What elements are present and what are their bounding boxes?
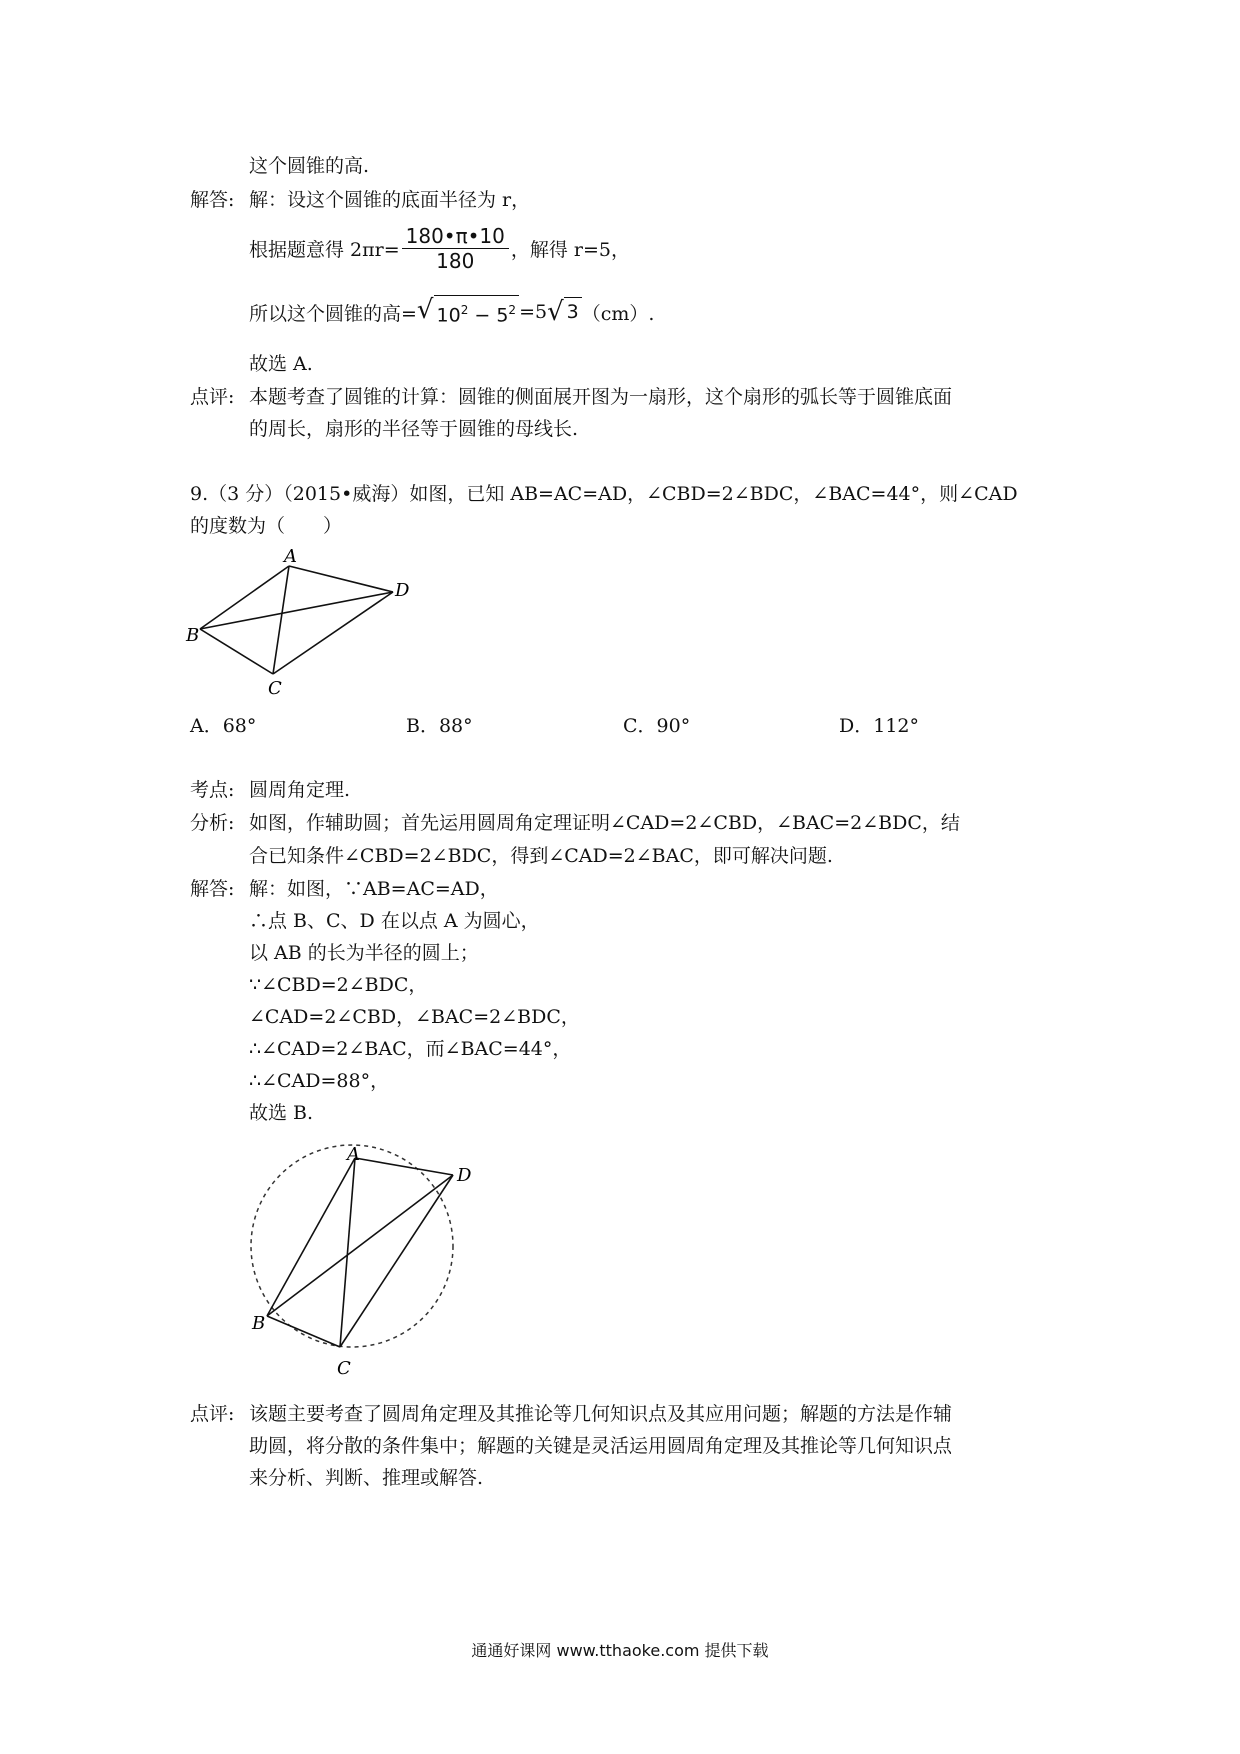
sqrt-3 xyxy=(547,297,582,327)
comment-line: 助圆，将分散的条件集中；解题的关键是灵活运用圆周角定理及其推论等几何知识点 xyxy=(249,1435,953,1457)
analysis-line-1: 如图，作辅助圆；首先运用圆周角定理证明∠CAD=2∠CBD，∠BAC=2∠BDC，结 xyxy=(249,812,960,834)
solution-answer-label: 解答: xyxy=(190,878,235,900)
segment-ab xyxy=(200,566,289,629)
answer-line-3-eq: =5 xyxy=(519,301,548,323)
analysis-label: 分析: xyxy=(190,812,235,834)
segment-ac xyxy=(340,1158,355,1347)
question-9-stem-1: 9.（3 分）（2015•威海）如图，已知 AB=AC=AD，∠CBD=2∠BDC，∠BAC=44°，则∠CAD xyxy=(190,483,1018,505)
segment-bd xyxy=(267,1175,453,1316)
solution-comment xyxy=(249,1398,952,1494)
label-a: A xyxy=(347,1144,360,1165)
answer-line-3 xyxy=(249,294,654,330)
answer-line-3-pre: 所以这个圆锥的高= xyxy=(249,302,417,325)
option-c: C．90° xyxy=(623,715,691,737)
label-a: A xyxy=(284,548,297,567)
label-c: C xyxy=(337,1358,351,1378)
answer-line-1: 解：设这个圆锥的底面半径为 r， xyxy=(249,189,531,211)
radicand-a: 10 xyxy=(436,304,461,327)
option-a: A．68° xyxy=(190,715,257,737)
auxiliary-circle xyxy=(251,1145,453,1347)
label-d: D xyxy=(457,1165,472,1186)
fraction-denominator: 180 xyxy=(436,248,475,273)
answer-step: ∴∠CAD=2∠BAC，而∠BAC=44°， xyxy=(249,1038,572,1060)
solution-9-figure xyxy=(240,1138,480,1378)
comment-line: 来分析、判断、推理或解答. xyxy=(249,1467,484,1489)
answer-step: ∴点 B、C、D 在以点 A 为圆心， xyxy=(249,910,540,932)
label-b: B xyxy=(252,1313,266,1334)
page-footer: 通通好课网 www.tthaoke.com 提供下载 xyxy=(471,1641,769,1660)
label-d: D xyxy=(395,580,410,601)
segment-ad xyxy=(289,566,393,592)
analysis-tail: 这个圆锥的高. xyxy=(249,155,370,177)
radical-sign: √ xyxy=(547,297,564,327)
point-label: 考点: xyxy=(190,779,235,801)
sqrt-expression xyxy=(417,295,519,328)
fraction-numerator: 180•π•10 xyxy=(402,224,509,249)
solution-comment-label: 点评: xyxy=(190,1403,235,1425)
segment-ad xyxy=(355,1158,453,1175)
solution-answer-lines xyxy=(249,873,580,1129)
segment-ac xyxy=(273,566,289,674)
segment-bd xyxy=(200,592,393,629)
segment-bc xyxy=(267,1316,340,1347)
label-b: B xyxy=(186,625,200,646)
answer-label: 解答: xyxy=(190,189,235,211)
question-9-figure xyxy=(180,548,420,698)
answer-line-2 xyxy=(249,220,630,276)
radicand-3: 3 xyxy=(564,297,582,325)
point-text: 圆周角定理. xyxy=(249,779,351,801)
comment-line-2: 的周长，扇形的半径等于圆锥的母线长. xyxy=(249,418,579,440)
answer-step: 解：如图，∵AB=AC=AD， xyxy=(249,878,499,900)
radical-sign: √ xyxy=(416,295,434,326)
answer-step: ∴∠CAD=88°， xyxy=(249,1070,390,1092)
segment-ab xyxy=(267,1158,355,1316)
radicand: $10^2 - 5^2$ xyxy=(434,295,520,328)
segment-cd xyxy=(340,1175,453,1347)
analysis-line-2: 合已知条件∠CBD=2∠BDC，得到∠CAD=2∠BAC，即可解决问题. xyxy=(249,845,833,867)
answer-step: 故选 B. xyxy=(249,1102,314,1124)
answer-choice: 故选 A. xyxy=(249,353,313,375)
answer-step: ∵∠CBD=2∠BDC， xyxy=(249,974,428,996)
question-9-stem-2: 的度数为（ ） xyxy=(190,515,343,537)
option-b: B．88° xyxy=(406,715,473,737)
fraction xyxy=(402,224,509,273)
label-c: C xyxy=(268,678,282,698)
radicand-b: 5 xyxy=(496,304,509,327)
option-d: D．112° xyxy=(839,715,919,737)
answer-step: 以 AB 的长为半径的圆上； xyxy=(249,942,479,964)
answer-line-2-pre: 根据题意得 2πr= xyxy=(249,238,400,261)
answer-line-2-post: ，解得 r=5， xyxy=(510,238,631,261)
segment-bc xyxy=(200,629,273,674)
comment-line-1: 本题考查了圆锥的计算：圆锥的侧面展开图为一扇形，这个扇形的弧长等于圆锥底面 xyxy=(249,386,953,408)
answer-step: ∠CAD=2∠CBD，∠BAC=2∠BDC， xyxy=(249,1006,580,1028)
comment-line: 该题主要考查了圆周角定理及其推论等几何知识点及其应用问题；解题的方法是作辅 xyxy=(249,1403,953,1425)
comment-label: 点评: xyxy=(190,386,235,408)
answer-line-3-post: （cm）. xyxy=(581,302,655,325)
